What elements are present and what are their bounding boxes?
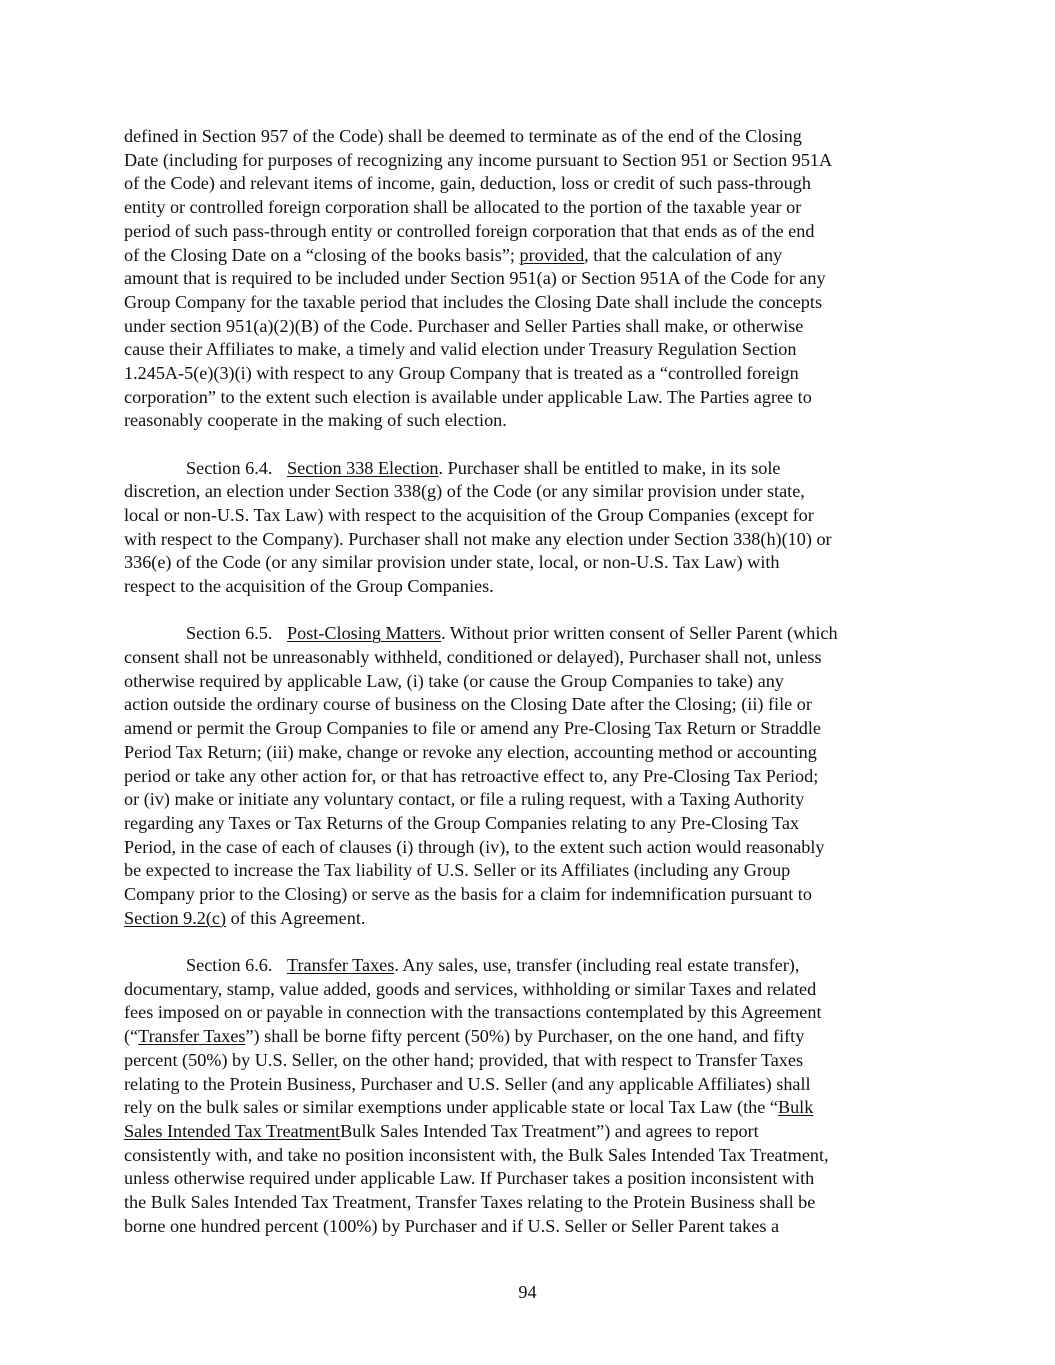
text-line: under section 951(a)(2)(B) of the Code. Purchaser and Seller Parties shall make, or otherwise xyxy=(124,315,804,336)
section-title: Post-Closing Matters xyxy=(287,623,442,644)
provided-term: provided xyxy=(519,244,585,265)
section-number: Section 6.4. xyxy=(186,457,273,478)
text-segment: . Without prior written consent of Seller Parent (which xyxy=(441,623,838,644)
defined-term-bulk: Bulk xyxy=(777,1097,814,1118)
section-6-6 xyxy=(124,954,936,1238)
text-line: defined in Section 957 of the Code) shall be deemed to terminate as of the end of the Closing xyxy=(124,126,802,146)
section-reference-link[interactable]: Section 9.2(c) xyxy=(124,907,227,928)
text-line: 1.245A-5(e)(3)(i) with respect to any Group Company that is treated as a “controlled foreign xyxy=(124,363,799,384)
text-line: or (iv) make or initiate any voluntary contact, or file a ruling request, with a Taxing Authority xyxy=(124,789,805,810)
text-line: Period Tax Return; (iii) make, change or revoke any election, accounting method or accounting xyxy=(124,741,817,762)
section-heading-line xyxy=(124,622,936,646)
text-line xyxy=(124,244,936,268)
text-line: consistently with, and take no position inconsistent with, the Bulk Sales Intended Tax Treatment, xyxy=(124,1144,829,1165)
section-number: Section 6.5. xyxy=(186,623,273,644)
text-segment: . Purchaser shall be entitled to make, in its sole xyxy=(438,457,781,478)
text-line: of the Code) and relevant items of income, gain, deduction, loss or credit of such pass-through xyxy=(124,173,811,194)
text-line: fees imposed on or payable in connection with the transactions contemplated by this Agreement xyxy=(124,1002,822,1023)
section-6-4 xyxy=(124,457,936,599)
text-line: otherwise required by applicable Law, (i) take (or cause the Group Companies to take) any xyxy=(124,670,784,691)
text-segment: . Any sales, use, transfer (including real estate transfer), xyxy=(394,955,800,975)
text-line: 336(e) of the Code (or any similar provision under state, local, or non-U.S. Tax Law) with xyxy=(124,552,780,573)
text-line: local or non-U.S. Tax Law) with respect to the acquisition of the Group Companies (except for xyxy=(124,505,814,526)
document-page xyxy=(124,125,936,1262)
text-segment: of this Agreement. xyxy=(226,907,366,928)
text-segment: ”) shall be borne fifty percent (50%) by Purchaser, on the one hand, and fifty xyxy=(245,1026,805,1047)
text-line: with respect to the Company). Purchaser shall not make any election under Section 338(h)(10) or xyxy=(124,528,832,549)
text-line: Group Company for the taxable period that includes the Closing Date shall include the concepts xyxy=(124,291,823,312)
text-line: borne one hundred percent (100%) by Purchaser and if U.S. Seller or Seller Parent takes a xyxy=(124,1215,780,1236)
text-line: corporation” to the extent such election is available under applicable Law. The Parties agree to xyxy=(124,386,812,407)
text-line: reasonably cooperate in the making of such election. xyxy=(124,410,507,431)
text-line: Period, in the case of each of clauses (i) through (iv), to the extent such action would reasonably xyxy=(124,836,825,857)
text-line xyxy=(124,907,936,931)
text-line xyxy=(124,1096,936,1120)
text-segment: of the Closing Date on a “closing of the books basis”; xyxy=(124,244,520,265)
text-line: the Bulk Sales Intended Tax Treatment, Transfer Taxes relating to the Protein Business shall be xyxy=(124,1192,816,1213)
text-line: relating to the Protein Business, Purchaser and U.S. Seller (and any applicable Affiliates) shall xyxy=(124,1073,811,1094)
text-line: amount that is required to be included under Section 951(a) or Section 951A of the Code for any xyxy=(124,268,826,289)
text-line: be expected to increase the Tax liability of U.S. Seller or its Affiliates (including any Group xyxy=(124,860,791,881)
text-line: unless otherwise required under applicable Law. If Purchaser takes a position inconsistent with xyxy=(124,1168,815,1189)
text-segment: Bulk Sales Intended Tax Treatment”) and agrees to report xyxy=(340,1120,759,1141)
text-line: cause their Affiliates to make, a timely and valid election under Treasury Regulation Section xyxy=(124,339,797,360)
text-line: discretion, an election under Section 338(g) of the Code (or any similar provision under state, xyxy=(124,481,805,502)
text-line: percent (50%) by U.S. Seller, on the other hand; provided, that with respect to Transfer Taxes xyxy=(124,1049,804,1070)
text-segment: , that the calculation of any xyxy=(584,244,783,265)
text-line: Date (including for purposes of recognizing any income pursuant to Section 951 or Section 951A xyxy=(124,149,833,170)
text-line: documentary, stamp, value added, goods and services, withholding or similar Taxes and related xyxy=(124,978,817,999)
text-line: regarding any Taxes or Tax Returns of the Group Companies relating to any Pre-Closing Tax xyxy=(124,812,800,833)
section-heading-line xyxy=(124,954,936,978)
text-line: period or take any other action for, or that has retroactive effect to, any Pre-Closing Tax Period; xyxy=(124,765,819,786)
text-segment: (“ xyxy=(124,1026,139,1047)
text-line: entity or controlled foreign corporation shall be allocated to the portion of the taxable year or xyxy=(124,197,802,218)
section-heading-line xyxy=(124,457,936,481)
section-title: Section 338 Election xyxy=(287,457,439,478)
paragraph-continuation xyxy=(124,125,936,433)
text-line: period of such pass-through entity or controlled foreign corporation that that ends as of the end xyxy=(124,220,815,241)
section-number: Section 6.6. xyxy=(186,955,273,975)
text-segment: rely on the bulk sales or similar exemptions under applicable state or local Tax Law (the “ xyxy=(124,1097,778,1118)
section-6-5 xyxy=(124,622,936,930)
text-line: Company prior to the Closing) or serve as the basis for a claim for indemnification pursuant to xyxy=(124,884,812,905)
text-line: consent shall not be unreasonably withheld, conditioned or delayed), Purchaser shall not, unless xyxy=(124,647,822,668)
text-line: respect to the acquisition of the Group Companies. xyxy=(124,576,494,597)
text-line xyxy=(124,1120,936,1144)
text-line: amend or permit the Group Companies to file or amend any Pre-Closing Tax Return or Straddle xyxy=(124,718,821,739)
defined-term-transfer-taxes: Transfer Taxes xyxy=(138,1026,246,1047)
section-title: Transfer Taxes xyxy=(287,955,395,975)
text-line: action outside the ordinary course of business on the Closing Date after the Closing; (ii) file or xyxy=(124,694,812,715)
page-number: 94 xyxy=(518,1282,537,1302)
defined-term-bulk-sales: Sales Intended Tax Treatment xyxy=(124,1120,341,1141)
text-line xyxy=(124,1025,936,1049)
